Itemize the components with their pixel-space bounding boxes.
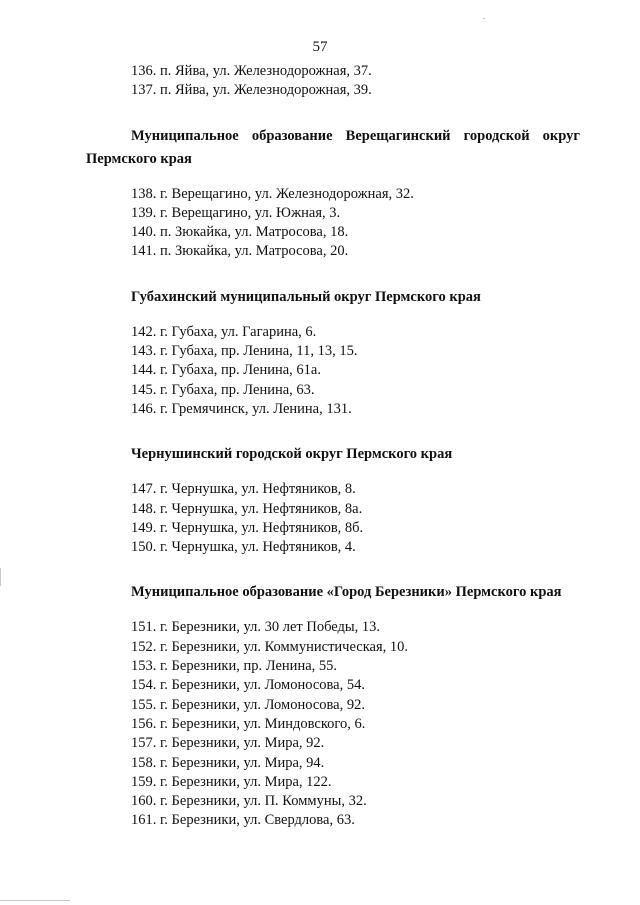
list-item: 147. г. Чернушка, ул. Нефтяников, 8. xyxy=(131,481,356,498)
list-item: 139. г. Верещагино, ул. Южная, 3. xyxy=(131,204,341,221)
list-item: 153. г. Березники, пр. Ленина, 55. xyxy=(131,658,338,675)
section-list xyxy=(86,480,580,557)
list-item: 146. г. Гремячинск, ул. Ленина, 131. xyxy=(131,400,352,417)
section-list xyxy=(86,323,580,419)
document-body xyxy=(86,62,580,831)
list-item: 136. п. Яйва, ул. Железнодорожная, 37. xyxy=(131,63,372,79)
scan-artifact xyxy=(0,568,1,586)
list-item: 158. г. Березники, ул. Мира, 94. xyxy=(131,754,325,771)
scan-artifact xyxy=(0,900,70,901)
list-item: 161. г. Березники, ул. Свердлова, 63. xyxy=(131,812,355,829)
list-item: 156. г. Березники, ул. Миндовского, 6. xyxy=(131,715,366,732)
list-item: 148. г. Чернушка, ул. Нефтяников, 8а. xyxy=(131,500,363,517)
list-item: 157. г. Березники, ул. Мира, 92. xyxy=(131,735,325,752)
list-item: 137. п. Яйва, ул. Железнодорожная, 39. xyxy=(131,82,372,99)
section-heading: Чернушинский городской округ Пермского края xyxy=(131,446,453,463)
section-list xyxy=(86,618,580,830)
list-item: 154. г. Березники, ул. Ломоносова, 54. xyxy=(131,677,365,694)
page-number: 57 xyxy=(312,39,328,55)
list-item: 142. г. Губаха, ул. Гагарина, 6. xyxy=(131,323,317,340)
list-item: 160. г. Березники, ул. П. Коммуны, 32. xyxy=(131,793,367,810)
list-item: 141. п. Зюкайка, ул. Матросова, 20. xyxy=(131,243,349,260)
list-item: 149. г. Чернушка, ул. Нефтяников, 8б. xyxy=(131,519,364,536)
section-heading: Муниципальное образование Верещагинский городской округ Пермского края xyxy=(86,127,580,167)
list-item: 150. г. Чернушка, ул. Нефтяников, 4. xyxy=(131,539,356,556)
list-item: 155. г. Березники, ул. Ломоносова, 92. xyxy=(131,696,365,713)
list-item: 151. г. Березники, ул. 30 лет Победы, 13. xyxy=(131,619,380,636)
section-list xyxy=(86,185,580,262)
list-item: 145. г. Губаха, пр. Ленина, 63. xyxy=(131,381,315,398)
section-heading: Муниципальное образование «Город Березники» Пермского края xyxy=(131,584,562,601)
list-item: 138. г. Верещагино, ул. Железнодорожная, 32. xyxy=(131,185,414,202)
list-item: 159. г. Березники, ул. Мира, 122. xyxy=(131,773,332,790)
list-item: 143. г. Губаха, пр. Ленина, 11, 13, 15. xyxy=(131,343,358,360)
scan-artifact xyxy=(483,18,485,19)
section-heading: Губахинский муниципальный округ Пермского края xyxy=(131,288,481,305)
intro-list xyxy=(86,62,580,101)
list-item: 152. г. Березники, ул. Коммунистическая, 10. xyxy=(131,638,408,655)
list-item: 144. г. Губаха, пр. Ленина, 61а. xyxy=(131,362,321,379)
list-item: 140. п. Зюкайка, ул. Матросова, 18. xyxy=(131,224,349,241)
